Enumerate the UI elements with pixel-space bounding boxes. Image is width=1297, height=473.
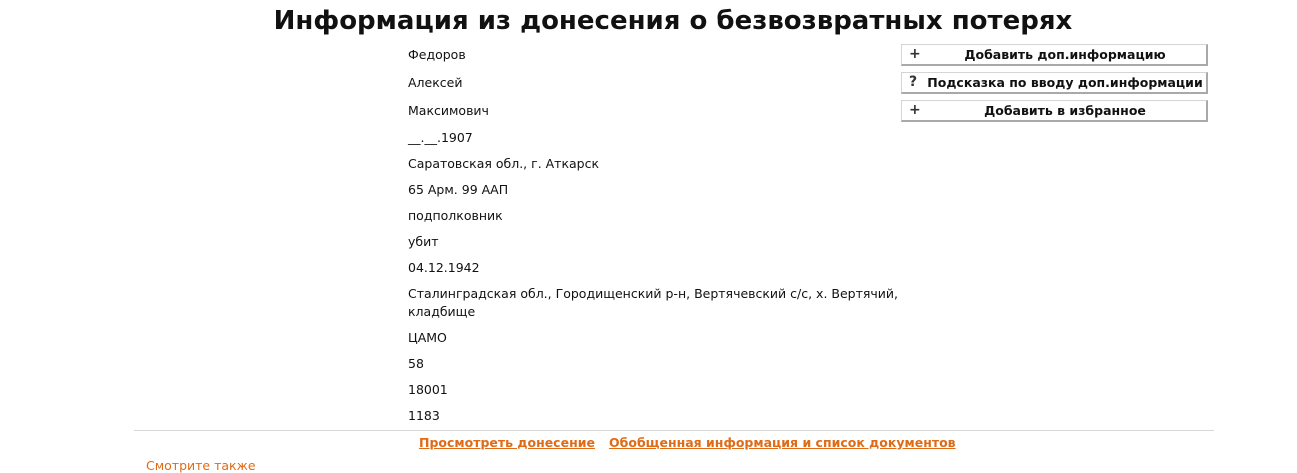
field-value-patronymic: Максимович [408,103,489,118]
summary-documents-link[interactable]: Обобщенная информация и список документов [609,435,956,450]
field-value-burial-place: Сталинградская обл., Городищенский р-н, Вертячевский с/с, х. Вертячий, кладбище [408,286,899,319]
add-info-button[interactable] [901,44,1208,66]
page-title: Информация из донесения о безвозвратных потерях [273,6,1073,36]
question-icon: ? [909,74,918,90]
field-value-fund-number: 58 [408,356,424,371]
field-value-military-rank: подполковник [408,208,503,223]
add-info-button-label: Добавить доп.информацию [964,47,1166,62]
input-hint-button[interactable] [901,72,1208,94]
divider [134,430,1214,431]
field-value-last-service-place: 65 Арм. 99 ААП [408,182,509,197]
field-value-birthplace: Саратовская обл., г. Аткарск [408,156,600,171]
add-to-favorites-button[interactable] [901,100,1208,122]
field-value-first-name: Алексей [408,75,463,90]
see-also-text[interactable]: Смотрите также [146,458,256,473]
field-value-birth-date: __.__.1907 [408,130,473,145]
field-value-departure-reason: убит [408,234,439,249]
field-value-source-name: ЦАМО [408,330,447,345]
field-value-inventory-number: 18001 [408,382,448,397]
field-value-departure-date: 04.12.1942 [408,260,480,275]
input-hint-button-label: Подсказка по вводу доп.информации [927,75,1203,90]
add-to-favorites-button-label: Добавить в избранное [984,103,1146,118]
field-value-case-number: 1183 [408,408,440,423]
plus-icon: + [909,46,921,62]
plus-icon: + [909,102,921,118]
field-value-surname: Федоров [408,47,466,62]
view-report-link[interactable]: Просмотреть донесение [419,435,595,450]
